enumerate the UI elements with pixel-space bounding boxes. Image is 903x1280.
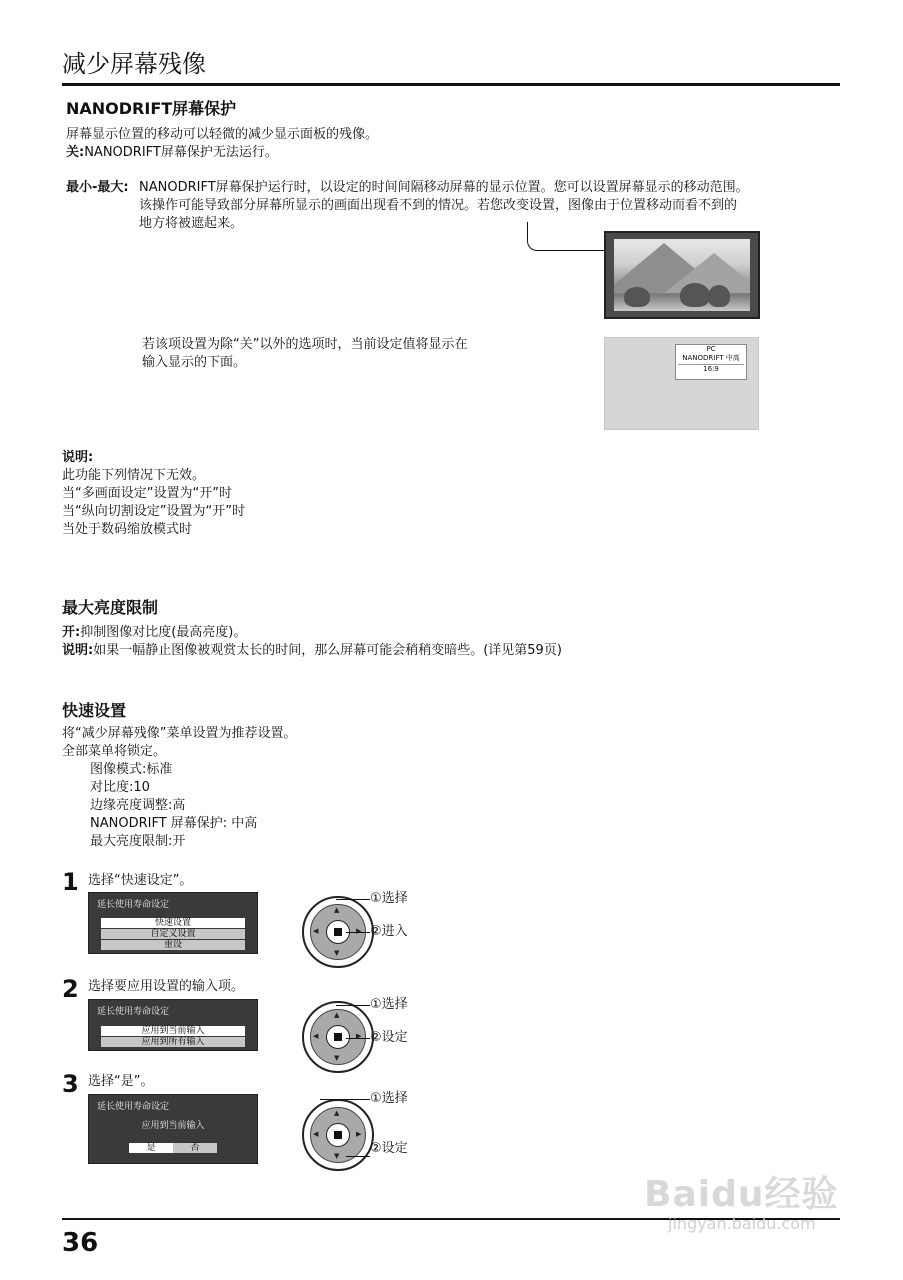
arrow-right-icon: ▶ — [356, 1032, 362, 1040]
step-1-number: 1 — [62, 868, 79, 896]
arrow-down-icon: ▼ — [334, 949, 340, 957]
callout-line — [336, 1005, 370, 1006]
osd-line-1: PC — [706, 345, 716, 353]
off-label: 关: — [66, 145, 85, 160]
quick-setting-1: 图像模式:标准 — [90, 762, 173, 777]
remote-dpad-3[interactable] — [302, 1099, 374, 1171]
minmax-line-2: 该操作可能导致部分屏幕所显示的画面出现看不到的情况。若您改变设置，图像由于位置移动而看不到的 — [139, 198, 738, 213]
step-2-menu-title: 延长使用寿命设定 — [97, 1007, 170, 1017]
step-3-caption-set: ②设定 — [370, 1141, 408, 1156]
off-text: NANODRIFT屏幕保护无法运行。 — [84, 145, 278, 160]
page-title: 减少屏幕残像 — [62, 50, 206, 78]
minmax-line-1: NANODRIFT屏幕保护运行时，以设定的时间间隔移动屏幕的显示位置。您可以设置屏幕显示的移动范围。 — [139, 180, 749, 195]
arrow-up-icon: ▲ — [334, 1109, 340, 1117]
screen-photo — [604, 231, 760, 319]
menu-item-custom-setup[interactable]: 自定义设置 — [101, 929, 245, 939]
quick-line-1: 将“减少屏幕残像”菜单设置为推荐设置。 — [62, 726, 297, 741]
minmax-label: 最小-最大: — [66, 180, 129, 195]
step-2-text: 选择要应用设置的输入项。 — [88, 979, 245, 994]
note-line-1: 若该项设置为除“关”以外的选项时，当前设定值将显示在 — [142, 337, 468, 352]
enter-button-icon[interactable] — [326, 1123, 350, 1147]
on-text: 抑制图像对比度(最高亮度)。 — [80, 625, 247, 640]
step-1-caption-enter: ②进入 — [370, 924, 408, 939]
arrow-up-icon: ▲ — [334, 906, 340, 914]
on-label: 开: — [62, 625, 81, 640]
arrow-left-icon: ◀ — [313, 1130, 319, 1138]
arrow-left-icon: ◀ — [313, 927, 319, 935]
landscape-image — [614, 239, 750, 311]
max-brightness-note — [62, 642, 562, 660]
menu-item-apply-current[interactable]: 应用到当前输入 — [101, 1026, 245, 1036]
osd-line-3: 16:9 — [678, 364, 744, 374]
notes-label: 说明: — [62, 450, 94, 465]
arrow-right-icon: ▶ — [356, 1130, 362, 1138]
step-3-menu — [88, 1094, 258, 1164]
quick-setting-5: 最大亮度限制:开 — [90, 834, 186, 849]
menu-item-reset[interactable]: 重设 — [101, 940, 245, 950]
title-rule — [62, 83, 840, 86]
note-label: 说明: — [62, 643, 94, 658]
yes-button[interactable]: 是 — [129, 1143, 173, 1153]
callout-line — [346, 932, 370, 933]
callout-line — [336, 899, 370, 900]
max-brightness-on — [62, 624, 246, 642]
step-2-caption-select: ①选择 — [370, 997, 408, 1012]
quick-setting-4: NANODRIFT 屏幕保护: 中高 — [90, 816, 258, 831]
step-1-menu-title: 延长使用寿命设定 — [97, 900, 170, 910]
enter-button-icon[interactable] — [326, 1025, 350, 1049]
notes-line-3: 当“纵向切割设定”设置为“开”时 — [62, 504, 245, 519]
max-brightness-heading: 最大亮度限制 — [62, 598, 159, 617]
nanodrift-off — [66, 144, 278, 162]
callout-line — [346, 1038, 370, 1039]
no-button[interactable]: 否 — [173, 1143, 217, 1153]
step-3-caption-select: ①选择 — [370, 1091, 408, 1106]
arrow-right-icon: ▶ — [356, 927, 362, 935]
arrow-down-icon: ▼ — [334, 1054, 340, 1062]
quick-line-2: 全部菜单将锁定。 — [62, 744, 167, 759]
osd-panel — [604, 337, 759, 430]
step-3-prompt: 应用到当前输入 — [141, 1121, 205, 1131]
minmax-line-3: 地方将被遮起来。 — [139, 216, 244, 231]
notes-line-2: 当“多画面设定”设置为“开”时 — [62, 486, 232, 501]
quick-setting-2: 对比度:10 — [90, 780, 150, 795]
step-1-caption-select: ①选择 — [370, 891, 408, 906]
remote-dpad-2[interactable] — [302, 1001, 374, 1073]
notes-line-1: 此功能下列情况下无效。 — [62, 468, 206, 483]
osd-line-2: NANODRIFT 中高 — [682, 354, 740, 362]
page-number: 36 — [62, 1228, 99, 1258]
step-3-text: 选择“是”。 — [88, 1074, 154, 1089]
step-2-number: 2 — [62, 975, 79, 1003]
arrow-up-icon: ▲ — [334, 1011, 340, 1019]
quick-heading: 快速设置 — [62, 701, 127, 720]
menu-item-apply-all[interactable]: 应用到所有输入 — [101, 1037, 245, 1047]
arrow-left-icon: ◀ — [313, 1032, 319, 1040]
callout-line — [346, 1156, 370, 1157]
step-1-menu — [88, 892, 258, 954]
nanodrift-heading: NANODRIFT屏幕保护 — [66, 99, 237, 118]
nanodrift-desc: 屏幕显示位置的移动可以轻微的减少显示面板的残像。 — [66, 127, 379, 142]
arrow-down-icon: ▼ — [334, 1152, 340, 1160]
note-line-2: 输入显示的下面。 — [142, 355, 247, 370]
baidu-watermark: Baidu经验 — [644, 1174, 839, 1215]
note-text: 如果一幅静止图像被观赏太长的时间，那么屏幕可能会稍稍变暗些。(详见第59页) — [93, 643, 562, 658]
step-2-caption-set: ②设定 — [370, 1030, 408, 1045]
connector-line — [527, 222, 604, 251]
input-display-box — [675, 344, 747, 380]
menu-item-quick-setup[interactable]: 快速设置 — [101, 918, 245, 928]
step-1-text: 选择“快速设定”。 — [88, 873, 193, 888]
step-2-menu — [88, 999, 258, 1051]
step-3-menu-title: 延长使用寿命设定 — [97, 1102, 170, 1112]
callout-line — [320, 1099, 370, 1100]
step-3-number: 3 — [62, 1070, 79, 1098]
quick-setting-3: 边缘亮度调整:高 — [90, 798, 186, 813]
baidu-watermark-url: jingyan.baidu.com — [668, 1214, 816, 1233]
notes-line-4: 当处于数码缩放模式时 — [62, 522, 193, 537]
